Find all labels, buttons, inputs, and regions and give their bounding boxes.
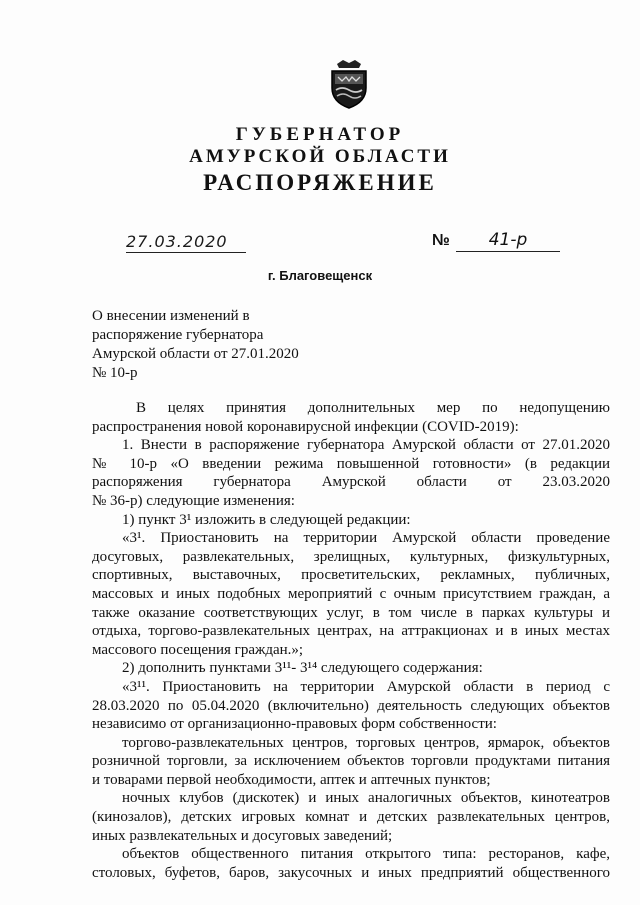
body-line: иных развлекательных и досуговых заведений;	[92, 827, 393, 844]
subject-line: О внесении изменений в	[92, 308, 250, 324]
body-line: «3¹. Приостановить на территории Амурской области проведение	[122, 530, 610, 547]
body-line: объектов общественного питания открытого типа: ресторанов, кафе,	[122, 846, 610, 863]
body-line: массового посещения граждан.»;	[92, 641, 304, 658]
body-line: спортивных, выставочных, просветительских, рекламных, публичных,	[92, 567, 610, 584]
body-line: 28.03.2020 по 05.04.2020 (включительно) деятельность следующих объектов	[92, 697, 610, 714]
subject-line: распоряжение губернатора	[92, 327, 264, 343]
body-line: 1) пункт 3¹ изложить в следующей редакции:	[122, 511, 411, 528]
subject-line: Амурской области от 27.01.2020	[92, 346, 299, 362]
body-line: распоряжения губернатора Амурской области от 23.03.2020	[92, 474, 610, 491]
document-subject	[92, 307, 352, 383]
body-line: и товарами первой необходимости, аптек и аптечных пунктов;	[92, 771, 491, 788]
governor-title: ГУБЕРНАТОР	[235, 124, 405, 145]
body-line: торгово-развлекательных центров, торговых центров, ярмарок, объектов	[122, 734, 610, 751]
body-line: розничной торговли, за исключением объектов торговли продуктами питания	[92, 753, 610, 770]
body-line: (кинозалов), детских игровых комнат и детских развлекательных центров,	[92, 809, 610, 826]
body-line: столовых, буфетов, баров, закусочных и иных предприятий общественного	[92, 864, 610, 881]
body-line: отдыха, торгово-развлекательных центрах, на аттракционах и в иных местах	[92, 623, 610, 640]
document-type: РАСПОРЯЖЕНИЕ	[203, 170, 437, 195]
document-body	[92, 399, 610, 882]
region-title: АМУРСКОЙ ОБЛАСТИ	[189, 146, 451, 167]
body-line: ночных клубов (дискотек) и иных аналогичных объектов, кинотеатров	[122, 790, 610, 807]
coat-of-arms-icon	[328, 58, 370, 110]
city-name: г. Благовещенск	[267, 268, 373, 283]
body-line: № 10-р «О введении режима повышенной готовности» (в редакции	[92, 455, 610, 472]
body-line: В целях принятия дополнительных мер по недопущению	[136, 400, 610, 416]
document-date: 27.03.2020	[126, 232, 246, 253]
body-line: 2) дополнить пунктами 3¹¹- 3¹⁴ следующего содержания:	[122, 660, 483, 677]
body-line: также оказание соответствующих услуг, в том числе в парках культуры и	[92, 604, 610, 621]
body-line: досуговых, развлекательных, зрелищных, культурных, физкультурных,	[92, 548, 610, 565]
body-line: № 36-р) следующие изменения:	[92, 492, 295, 509]
body-line: распространения новой коронавирусной инфекции (COVID-2019):	[92, 418, 519, 435]
body-line: «3¹¹. Приостановить на территории Амурской области в период с	[122, 678, 610, 695]
body-line: независимо от организационно-правовых форм собственности:	[92, 716, 497, 733]
document-number: 41-р	[456, 230, 560, 252]
subject-line: № 10-р	[92, 365, 138, 381]
body-line: 1. Внести в распоряжение губернатора Амурской области от 27.01.2020	[122, 437, 610, 454]
body-line: массовых и иных подобных мероприятий с очным присутствием граждан, а	[92, 585, 610, 602]
number-label: №	[432, 232, 450, 249]
